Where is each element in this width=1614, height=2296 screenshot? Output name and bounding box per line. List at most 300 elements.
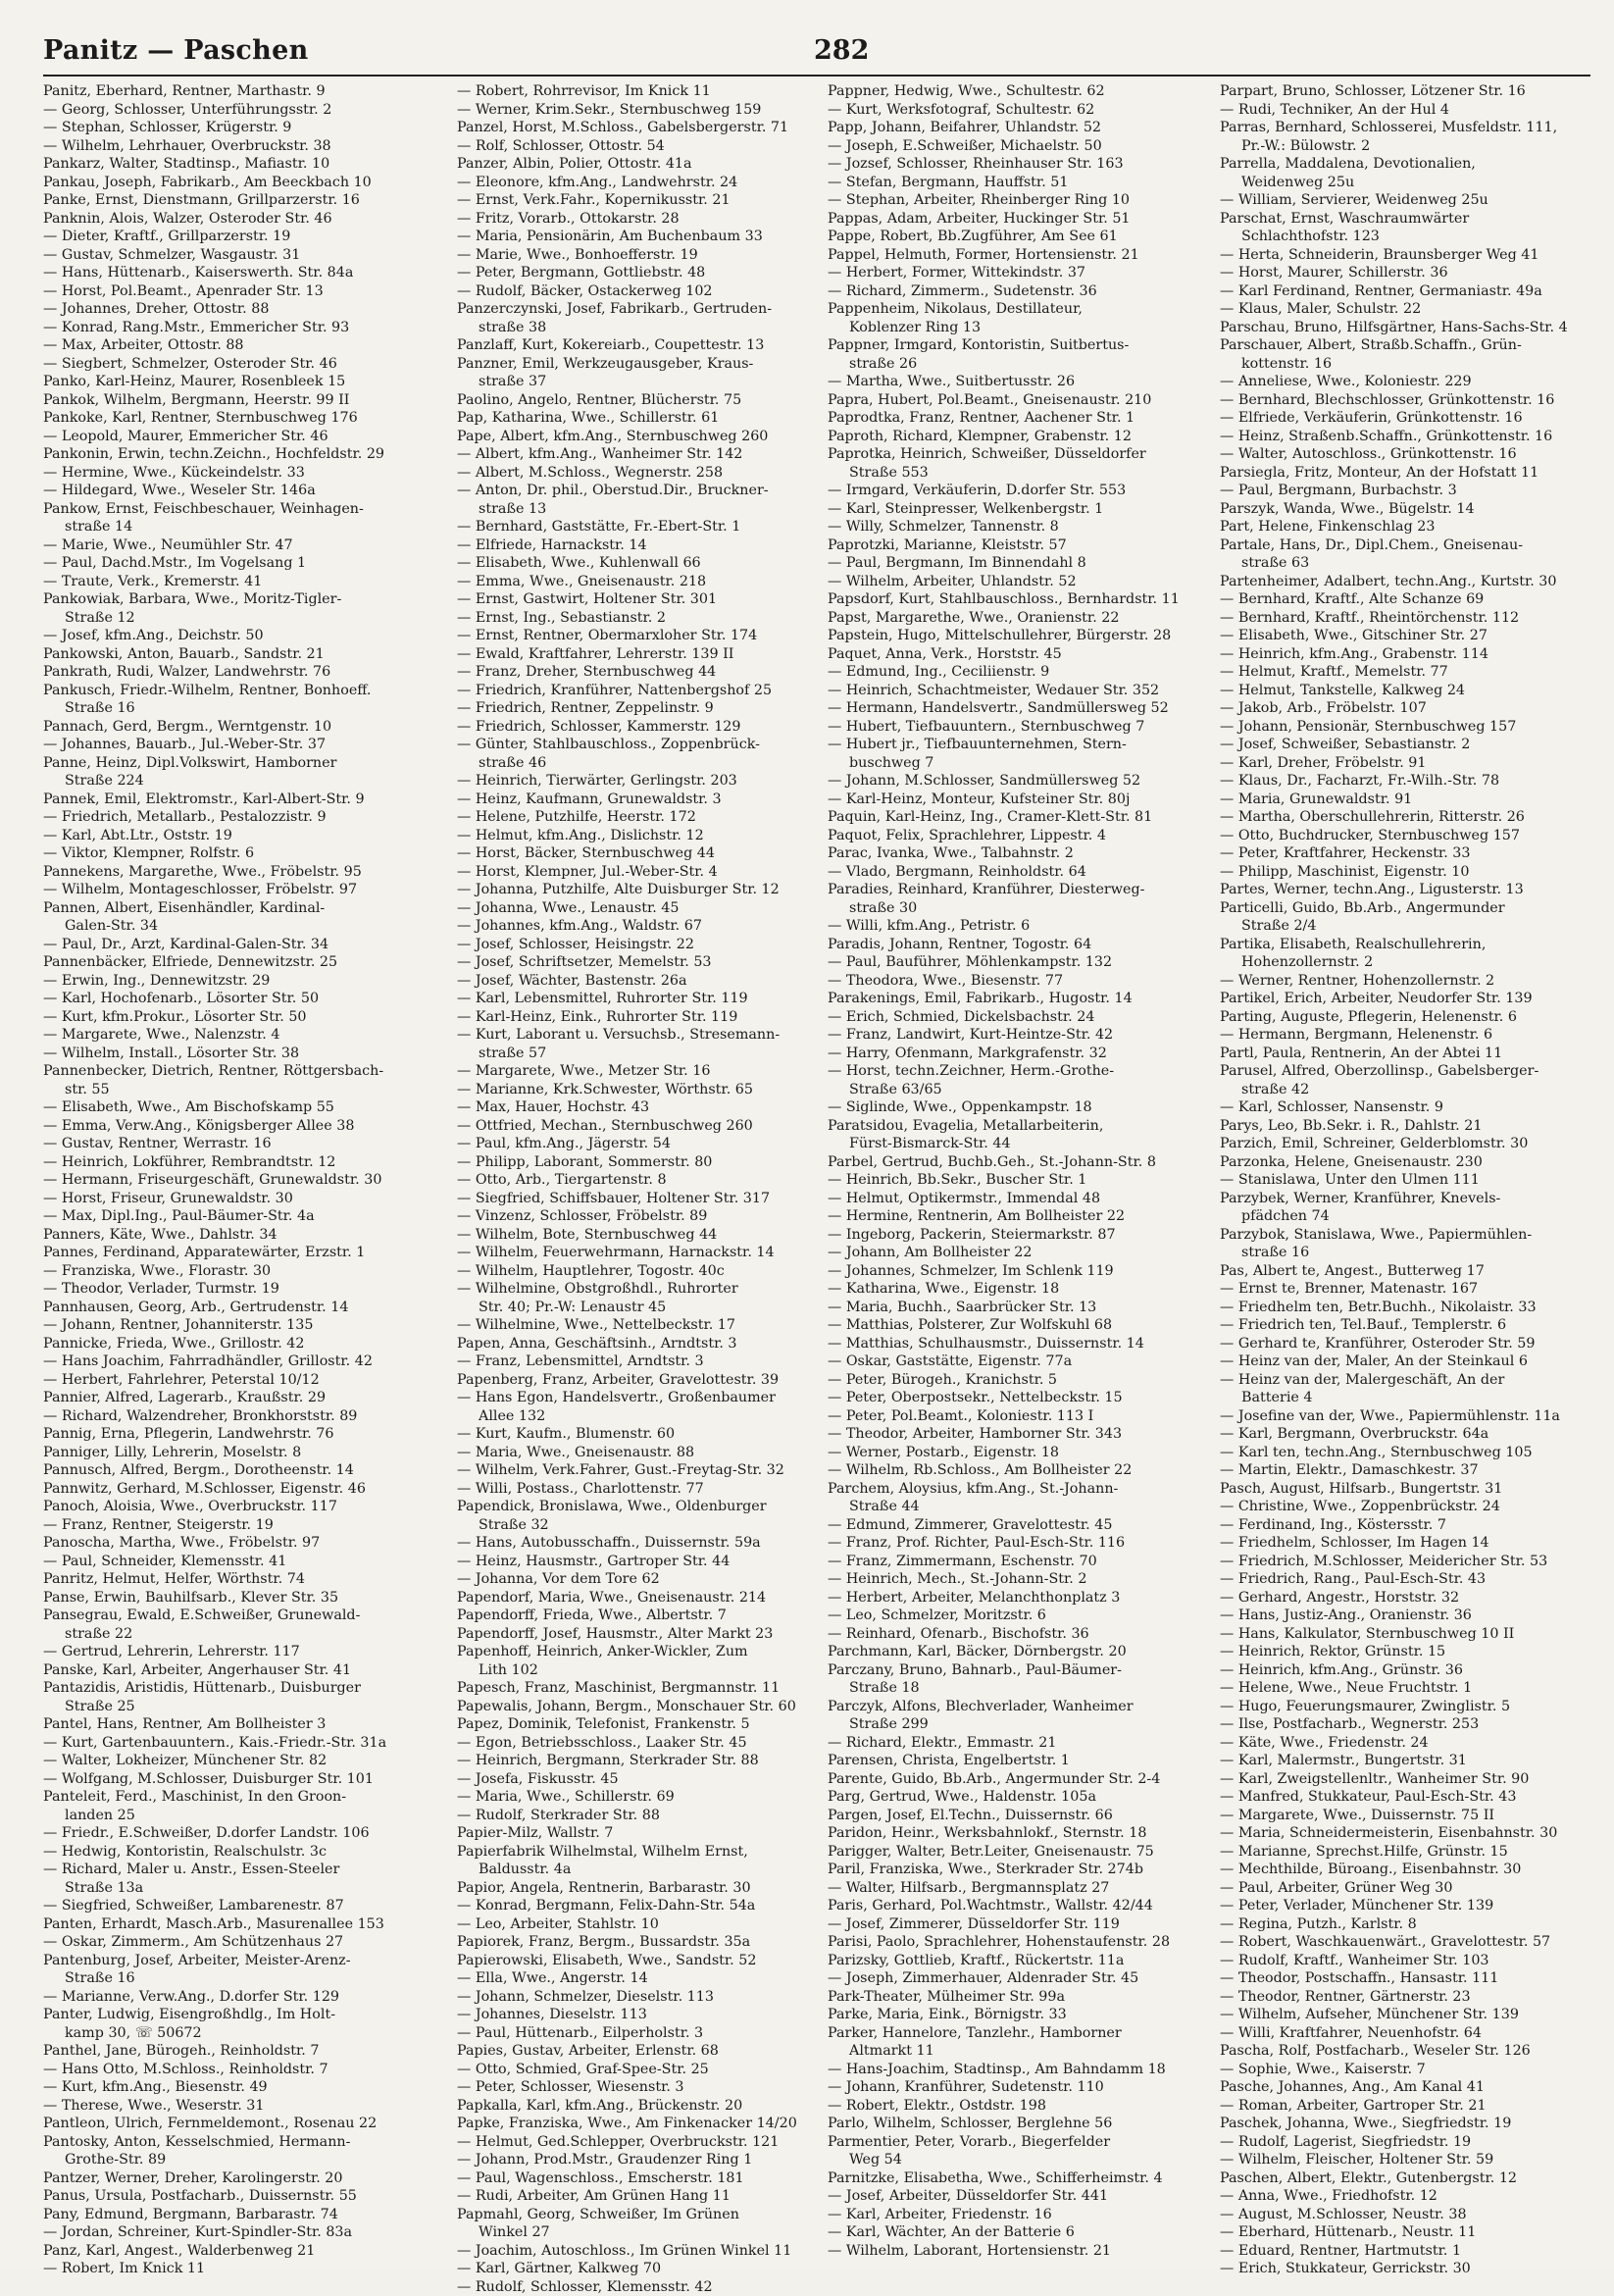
- directory-entry-continuation: Weidenweg 25u: [1220, 174, 1592, 192]
- directory-entry: — Paul, Arbeiter, Grüner Weg 30: [1220, 1879, 1592, 1898]
- directory-entry: — Karl, Wächter, An der Batterie 6: [828, 2223, 1181, 2242]
- directory-entry: Panzner, Emil, Werkzeugausgeber, Kraus-: [457, 355, 810, 374]
- directory-entry: — Emma, Verw.Ang., Königsberger Allee 38: [43, 1117, 396, 1136]
- directory-entry: Parras, Bernhard, Schlosserei, Musfeldstr. 111,: [1220, 119, 1592, 137]
- directory-entry: Papra, Hubert, Pol.Beamt., Gneisenaustr. 210: [828, 391, 1181, 410]
- directory-entry: — Siglinde, Wwe., Oppenkampstr. 18: [828, 1098, 1181, 1117]
- directory-entry: Panz, Karl, Angest., Walderbenweg 21: [43, 2242, 396, 2261]
- directory-entry: Paridon, Heinr., Werksbahnlokf., Sternstr. 18: [828, 1824, 1181, 1843]
- directory-entry-continuation: Straße 63/65: [828, 1081, 1181, 1099]
- directory-entry: — Konrad, Rang.Mstr., Emmericher Str. 93: [43, 319, 396, 337]
- directory-entry: — Horst, Friseur, Grunewaldstr. 30: [43, 1190, 396, 1208]
- directory-entry: Panne, Heinz, Dipl.Volkswirt, Hamborner: [43, 754, 396, 773]
- directory-entry: — Theodor, Rentner, Gärtnerstr. 23: [1220, 1988, 1592, 2007]
- directory-entry: — Friedrich, Metallarb., Pestalozzistr. 9: [43, 808, 396, 827]
- directory-entry: — Elisabeth, Wwe., Am Bischofskamp 55: [43, 1098, 396, 1117]
- directory-entry-continuation: straße 22: [43, 1625, 396, 1644]
- directory-entry: — Ottfried, Mechan., Sternbuschweg 260: [457, 1117, 810, 1136]
- directory-entry: — Rudolf, Kraftf., Wanheimer Str. 103: [1220, 1952, 1592, 1970]
- directory-entry: — Viktor, Klempner, Rolfstr. 6: [43, 844, 396, 863]
- directory-entry: — Edmund, Ing., Ceciliienstr. 9: [828, 663, 1181, 682]
- directory-entry: — Philipp, Laborant, Sommerstr. 80: [457, 1153, 810, 1172]
- directory-entry: — Wolfgang, M.Schlosser, Duisburger Str. 101: [43, 1770, 396, 1789]
- directory-entry: — Horst, Klempner, Jul.-Weber-Str. 4: [457, 863, 810, 882]
- directory-entry: Pappner, Hedwig, Wwe., Schultestr. 62: [828, 82, 1181, 101]
- directory-entry: Papendick, Bronislawa, Wwe., Oldenburger: [457, 1498, 810, 1516]
- directory-entry: — Friedrich, Kranführer, Nattenbergshof 25: [457, 682, 810, 700]
- directory-entry: — Erich, Schmied, Dickelsbachstr. 24: [828, 1008, 1181, 1027]
- directory-entry: — Hans, Hüttenarb., Kaiserswerth. Str. 84a: [43, 264, 396, 282]
- directory-entry: — Anton, Dr. phil., Oberstud.Dir., Bruckner-: [457, 482, 810, 500]
- directory-entry: — Elfriede, Harnackstr. 14: [457, 536, 810, 555]
- directory-entry: — Heinrich, Schachtmeister, Wedauer Str. 352: [828, 682, 1181, 700]
- directory-entry: — Hans, Justiz-Ang., Oranienstr. 36: [1220, 1607, 1592, 1625]
- directory-entry: — Johann, Kranführer, Sudetenstr. 110: [828, 2078, 1181, 2097]
- directory-entry: — Georg, Schlosser, Unterführungsstr. 2: [43, 101, 396, 120]
- directory-entry: — Karl Ferdinand, Rentner, Germaniastr. 49a: [1220, 282, 1592, 301]
- directory-entry: — Heinz, Straßenb.Schaffn., Grünkottenstr. 16: [1220, 428, 1592, 446]
- directory-entry: — Rudi, Techniker, An der Hul 4: [1220, 101, 1592, 120]
- directory-entry: — Anneliese, Wwe., Koloniestr. 229: [1220, 373, 1592, 391]
- directory-entry: — Josef, Schlosser, Heisingstr. 22: [457, 936, 810, 954]
- directory-entry: — Josef, Zimmerer, Düsseldorfer Str. 119: [828, 1915, 1181, 1934]
- directory-entry: Papst, Margarethe, Wwe., Oranienstr. 22: [828, 609, 1181, 628]
- directory-entry: — Maria, Buchh., Saarbrücker Str. 13: [828, 1299, 1181, 1317]
- directory-entry: Paprotzki, Marianne, Kleiststr. 57: [828, 536, 1181, 555]
- directory-entry-continuation: Koblenzer Ring 13: [828, 319, 1181, 337]
- directory-entry-continuation: Str. 40; Pr.-W: Lenaustr 45: [457, 1299, 810, 1317]
- directory-entry: — Helene, Putzhilfe, Heerstr. 172: [457, 808, 810, 827]
- directory-entry: Paprodtka, Franz, Rentner, Aachener Str. 1: [828, 409, 1181, 428]
- directory-entry-continuation: straße 13: [457, 500, 810, 519]
- directory-entry-continuation: landen 25: [43, 1807, 396, 1825]
- directory-entry-continuation: straße 38: [457, 319, 810, 337]
- directory-entry: Papies, Gustav, Arbeiter, Erlenstr. 68: [457, 2042, 810, 2061]
- directory-entry-continuation: Altmarkt 11: [828, 2042, 1181, 2061]
- directory-entry: — Ernst, Gastwirt, Holtener Str. 301: [457, 590, 810, 609]
- directory-entry: — Hans, Kalkulator, Sternbuschweg 10 II: [1220, 1625, 1592, 1644]
- directory-entry: — Herta, Schneiderin, Braunsberger Weg 41: [1220, 246, 1592, 265]
- directory-entry: — Werner, Postarb., Eigenstr. 18: [828, 1444, 1181, 1462]
- directory-entry: — Max, Dipl.Ing., Paul-Bäumer-Str. 4a: [43, 1207, 396, 1226]
- directory-entry: Panthel, Jane, Bürogeh., Reinholdstr. 7: [43, 2042, 396, 2061]
- directory-entry-continuation: straße 16: [1220, 1244, 1592, 1262]
- directory-entry: Panniger, Lilly, Lehrerin, Moselstr. 8: [43, 1444, 396, 1462]
- directory-entry: — Franz, Prof. Richter, Paul-Esch-Str. 116: [828, 1534, 1181, 1553]
- directory-entry: — Rudolf, Sterkrader Str. 88: [457, 1807, 810, 1825]
- directory-entry: Papke, Franziska, Wwe., Am Finkenacker 14/20: [457, 2115, 810, 2133]
- directory-entry: — Wilhelm, Bote, Sternbuschweg 44: [457, 1226, 810, 1245]
- directory-columns: [43, 82, 1590, 2260]
- directory-entry: — Rudolf, Bäcker, Ostackerweg 102: [457, 282, 810, 301]
- directory-entry: Panus, Ursula, Postfacharb., Duissernstr. 55: [43, 2187, 396, 2206]
- directory-entry: — Paul, Dr., Arzt, Kardinal-Galen-Str. 34: [43, 936, 396, 954]
- directory-entry: Pantel, Hans, Rentner, Am Bollheister 3: [43, 1715, 396, 1734]
- directory-entry: — Horst, Pol.Beamt., Apenrader Str. 13: [43, 282, 396, 301]
- directory-entry: — Josef, Arbeiter, Düsseldorfer Str. 441: [828, 2187, 1181, 2206]
- directory-entry: Pankowiak, Barbara, Wwe., Moritz-Tigler-: [43, 590, 396, 609]
- directory-entry: Pape, Albert, kfm.Ang., Sternbuschweg 260: [457, 428, 810, 446]
- directory-entry: — Marianne, Sprechst.Hilfe, Grünstr. 15: [1220, 1843, 1592, 1862]
- directory-entry: — Joseph, E.Schweißer, Michaelstr. 50: [828, 137, 1181, 156]
- directory-entry: — Paul, Dachd.Mstr., Im Vogelsang 1: [43, 554, 396, 573]
- directory-entry: Pannhausen, Georg, Arb., Gertrudenstr. 14: [43, 1299, 396, 1317]
- directory-entry: Paradies, Reinhard, Kranführer, Diesterweg-: [828, 881, 1181, 899]
- directory-entry: Parzonka, Helene, Gneisenaustr. 230: [1220, 1153, 1592, 1172]
- directory-entry: — Heinrich, Tierwärter, Gerlingstr. 203: [457, 772, 810, 791]
- directory-entry: — Franziska, Wwe., Florastr. 30: [43, 1262, 396, 1281]
- directory-entry: — Wilhelm, Hauptlehrer, Togostr. 40c: [457, 1262, 810, 1281]
- directory-entry: — Karl, Dreher, Fröbelstr. 91: [1220, 754, 1592, 773]
- directory-entry: Panritz, Helmut, Helfer, Wörthstr. 74: [43, 1570, 396, 1589]
- directory-entry-continuation: straße 57: [457, 1045, 810, 1063]
- directory-entry: — Hans Egon, Handelsvertr., Großenbaumer: [457, 1389, 810, 1407]
- directory-entry: Parzybek, Werner, Kranführer, Knevels-: [1220, 1190, 1592, 1208]
- directory-entry: — Ella, Wwe., Angerstr. 14: [457, 1969, 810, 1988]
- directory-entry: — Maria, Grunewaldstr. 91: [1220, 791, 1592, 809]
- directory-entry: Papmahl, Georg, Schweißer, Im Grünen: [457, 2206, 810, 2224]
- directory-entry: — Peter, Pol.Beamt., Koloniestr. 113 I: [828, 1407, 1181, 1426]
- directory-entry: Panko, Karl-Heinz, Maurer, Rosenbleek 15: [43, 373, 396, 391]
- directory-entry: — Max, Arbeiter, Ottostr. 88: [43, 336, 396, 355]
- directory-entry: Pannenbäcker, Elfriede, Dennewitzstr. 25: [43, 953, 396, 972]
- directory-entry: Panse, Erwin, Bauhilfsarb., Klever Str. 35: [43, 1589, 396, 1607]
- directory-entry: — Horst, techn.Zeichner, Herm.-Grothe-: [828, 1062, 1181, 1081]
- directory-entry: — Jordan, Schreiner, Kurt-Spindler-Str. 83a: [43, 2223, 396, 2242]
- directory-entry-continuation: straße 26: [828, 355, 1181, 374]
- directory-entry: — Erich, Stukkateur, Gerrickstr. 30: [1220, 2260, 1592, 2278]
- directory-entry: Parschauer, Albert, Straßb.Schaffn., Grün-: [1220, 336, 1592, 355]
- directory-entry: — Heinrich, kfm.Ang., Grünstr. 36: [1220, 1661, 1592, 1680]
- directory-entry: — Hermann, Handelsvertr., Sandmüllersweg 52: [828, 699, 1181, 718]
- directory-entry-continuation: Straße 299: [828, 1715, 1181, 1734]
- directory-entry: — Robert, Im Knick 11: [43, 2260, 396, 2278]
- directory-entry-continuation: Straße 2/4: [1220, 917, 1592, 936]
- directory-entry: — Ernst, Ing., Sebastianstr. 2: [457, 609, 810, 628]
- directory-entry: Papendorf, Maria, Wwe., Gneisenaustr. 214: [457, 1589, 810, 1607]
- directory-entry-continuation: Straße 13a: [43, 1879, 396, 1898]
- directory-entry: — Franz, Dreher, Sternbuschweg 44: [457, 663, 810, 682]
- directory-entry: — Friedhelm ten, Betr.Buchh., Nikolaistr. 33: [1220, 1299, 1592, 1317]
- directory-entry: Pannwitz, Gerhard, M.Schlosser, Eigenstr. 46: [43, 1480, 396, 1499]
- directory-entry: Paris, Gerhard, Pol.Wachtmstr., Wallstr. 42/44: [828, 1897, 1181, 1915]
- directory-entry: Papendorff, Josef, Hausmstr., Alter Markt 23: [457, 1625, 810, 1644]
- directory-entry: Pannicke, Frieda, Wwe., Grillostr. 42: [43, 1335, 396, 1353]
- directory-entry: — Heinz, Hausmstr., Gartroper Str. 44: [457, 1553, 810, 1571]
- directory-column-2: [457, 82, 810, 2260]
- directory-entry: Papiorek, Franz, Bergm., Bussardstr. 35a: [457, 1933, 810, 1952]
- directory-entry: — Bernhard, Kraftf., Alte Schanze 69: [1220, 590, 1592, 609]
- directory-entry: Pankow, Ernst, Feischbeschauer, Weinhagen-: [43, 500, 396, 519]
- directory-entry: Pankoke, Karl, Rentner, Sternbuschweg 176: [43, 409, 396, 428]
- directory-entry: — Heinrich, Bb.Sekr., Buscher Str. 1: [828, 1171, 1181, 1190]
- directory-entry: Parrella, Maddalena, Devotionalien,: [1220, 155, 1592, 174]
- directory-entry: Parakenings, Emil, Fabrikarb., Hugostr. 14: [828, 990, 1181, 1008]
- directory-entry: — Johannes, Dieselstr. 113: [457, 2006, 810, 2024]
- directory-entry: — Werner, Rentner, Hohenzollernstr. 2: [1220, 972, 1592, 991]
- directory-entry: — Peter, Schlosser, Wiesenstr. 3: [457, 2078, 810, 2097]
- directory-entry-continuation: Pr.-W.: Bülowstr. 2: [1220, 137, 1592, 156]
- directory-entry: Pankau, Joseph, Fabrikarb., Am Beeckbach 10: [43, 174, 396, 192]
- directory-entry: — Johannes, Schmelzer, Im Schlenk 119: [828, 1262, 1181, 1281]
- directory-entry: — Hubert jr., Tiefbauunternehmen, Stern-: [828, 736, 1181, 754]
- directory-entry: — Hermine, Wwe., Kückeindelstr. 33: [43, 464, 396, 483]
- directory-entry: — Kurt, Kaufm., Blumenstr. 60: [457, 1425, 810, 1444]
- directory-entry: — Karl, Abt.Ltr., Oststr. 19: [43, 827, 396, 845]
- directory-entry: Pankrath, Rudi, Walzer, Landwehrstr. 76: [43, 663, 396, 682]
- directory-entry: Parg, Gertrud, Wwe., Haldenstr. 105a: [828, 1788, 1181, 1807]
- directory-entry: — Rudolf, Schlosser, Klemensstr. 42: [457, 2278, 810, 2296]
- directory-entry: — Walter, Lokheizer, Münchener Str. 82: [43, 1752, 396, 1770]
- directory-entry: — Mechthilde, Büroang., Eisenbahnstr. 30: [1220, 1861, 1592, 1879]
- directory-entry: Parisi, Paolo, Sprachlehrer, Hohenstaufenstr. 28: [828, 1933, 1181, 1952]
- directory-entry: — Richard, Elektr., Emmastr. 21: [828, 1734, 1181, 1753]
- directory-entry: — Albert, M.Schloss., Wegnerstr. 258: [457, 464, 810, 483]
- directory-entry: — Wilhelm, Rb.Schloss., Am Bollheister 22: [828, 1461, 1181, 1480]
- directory-entry: — Konrad, Bergmann, Felix-Dahn-Str. 54a: [457, 1897, 810, 1915]
- directory-entry: — Ernst te, Brenner, Matenastr. 167: [1220, 1280, 1592, 1299]
- directory-entry: Pasche, Johannes, Ang., Am Kanal 41: [1220, 2078, 1592, 2097]
- directory-entry: — Heinz van der, Maler, An der Steinkaul 6: [1220, 1352, 1592, 1371]
- directory-entry: — Rudi, Arbeiter, Am Grünen Hang 11: [457, 2187, 810, 2206]
- directory-entry-continuation: straße 63: [1220, 554, 1592, 573]
- directory-entry: — Elisabeth, Wwe., Gitschiner Str. 27: [1220, 627, 1592, 645]
- directory-entry: Pannach, Gerd, Bergm., Werntgenstr. 10: [43, 718, 396, 737]
- directory-entry: Parchmann, Karl, Bäcker, Dörnbergstr. 20: [828, 1643, 1181, 1661]
- directory-entry: — Paul, kfm.Ang., Jägerstr. 54: [457, 1135, 810, 1153]
- directory-entry: — Johann, Rentner, Johanniterstr. 135: [43, 1316, 396, 1335]
- directory-entry: — August, M.Schlosser, Neustr. 38: [1220, 2206, 1592, 2224]
- directory-entry-continuation: Straße 224: [43, 772, 396, 791]
- directory-entry: Pankowski, Anton, Bauarb., Sandstr. 21: [43, 645, 396, 664]
- directory-entry: — Helmut, kfm.Ang., Dislichstr. 12: [457, 827, 810, 845]
- directory-entry: — Katharina, Wwe., Eigenstr. 18: [828, 1280, 1181, 1299]
- directory-entry: — Friedrich ten, Tel.Bauf., Templerstr. 6: [1220, 1316, 1592, 1335]
- directory-entry: — Leo, Schmelzer, Moritzstr. 6: [828, 1607, 1181, 1625]
- directory-entry: — Karl, Lebensmittel, Ruhrorter Str. 119: [457, 990, 810, 1008]
- directory-entry: Papewalis, Johann, Bergm., Monschauer Str. 60: [457, 1698, 810, 1716]
- directory-entry: Papierfabrik Wilhelmstal, Wilhelm Ernst,: [457, 1843, 810, 1862]
- directory-column-4: [1220, 82, 1592, 2260]
- directory-entry: Paquin, Karl-Heinz, Ing., Cramer-Klett-Str. 81: [828, 808, 1181, 827]
- directory-entry: — Wilhelm, Arbeiter, Uhlandstr. 52: [828, 573, 1181, 591]
- directory-entry: — Hugo, Feuerungsmaurer, Zwinglistr. 5: [1220, 1698, 1592, 1716]
- directory-entry: — Kurt, kfm.Prokur., Lösorter Str. 50: [43, 1008, 396, 1027]
- directory-entry: — Josefine van der, Wwe., Papiermühlenstr. 11a: [1220, 1407, 1592, 1426]
- directory-entry: — Wilhelm, Laborant, Hortensienstr. 21: [828, 2242, 1181, 2261]
- directory-entry: Panzel, Horst, M.Schloss., Gabelsbergerstr. 71: [457, 119, 810, 137]
- directory-entry-continuation: Batterie 4: [1220, 1389, 1592, 1407]
- directory-entry: Particelli, Guido, Bb.Arb., Angermunder: [1220, 899, 1592, 918]
- directory-entry: — Josef, kfm.Ang., Deichstr. 50: [43, 627, 396, 645]
- directory-entry: Partl, Paula, Rentnerin, An der Abtei 11: [1220, 1045, 1592, 1063]
- directory-entry-continuation: Straße 25: [43, 1698, 396, 1716]
- directory-entry: — William, Servierer, Weidenweg 25u: [1220, 191, 1592, 210]
- directory-entry: — Paul, Wagenschloss., Emscherstr. 181: [457, 2169, 810, 2188]
- directory-entry: — Karl ten, techn.Ang., Sternbuschweg 105: [1220, 1444, 1592, 1462]
- directory-entry: — Friedrich, M.Schlosser, Meidericher Str. 53: [1220, 1553, 1592, 1571]
- directory-entry-continuation: Straße 16: [43, 1969, 396, 1988]
- directory-entry: — Karl, Malermstr., Bungertstr. 31: [1220, 1752, 1592, 1770]
- directory-entry: — Franz, Rentner, Steigerstr. 19: [43, 1516, 396, 1535]
- directory-entry: — Hans-Joachim, Stadtinsp., Am Bahndamm 18: [828, 2061, 1181, 2079]
- directory-entry: Papen, Anna, Geschäftsinh., Arndtstr. 3: [457, 1335, 810, 1353]
- directory-entry: Partale, Hans, Dr., Dipl.Chem., Gneisenau-: [1220, 536, 1592, 555]
- directory-entry: Parczyk, Alfons, Blechverlader, Wanheimer: [828, 1698, 1181, 1716]
- directory-entry: — Ewald, Kraftfahrer, Lehrerstr. 139 II: [457, 645, 810, 664]
- directory-entry-continuation: Straße 553: [828, 464, 1181, 483]
- directory-entry: — Klaus, Dr., Facharzt, Fr.-Wilh.-Str. 78: [1220, 772, 1592, 791]
- directory-entry: — Wilhelm, Feuerwehrmann, Harnackstr. 14: [457, 1244, 810, 1262]
- directory-entry: Pascha, Rolf, Postfacharb., Weseler Str. 126: [1220, 2042, 1592, 2061]
- directory-entry: Pannen, Albert, Eisenhändler, Kardinal-: [43, 899, 396, 918]
- directory-entry: — Heinrich, Bergmann, Sterkrader Str. 88: [457, 1752, 810, 1770]
- directory-entry: — Otto, Arb., Tiergartenstr. 8: [457, 1171, 810, 1190]
- directory-entry: — Sophie, Wwe., Kaiserstr. 7: [1220, 2061, 1592, 2079]
- directory-entry: — Jakob, Arb., Fröbelstr. 107: [1220, 699, 1592, 718]
- directory-entry: — Dieter, Kraftf., Grillparzerstr. 19: [43, 228, 396, 246]
- directory-entry-continuation: Weg 54: [828, 2151, 1181, 2169]
- directory-entry: — Horst, Bäcker, Sternbuschweg 44: [457, 844, 810, 863]
- directory-entry: — Karl, Gärtner, Kalkweg 70: [457, 2260, 810, 2278]
- directory-entry: — Siegfried, Schiffsbauer, Holtener Str. 317: [457, 1190, 810, 1208]
- directory-entry: — Wilhelm, Aufseher, Münchener Str. 139: [1220, 2006, 1592, 2024]
- directory-entry: — Ernst, Rentner, Obermarxloher Str. 174: [457, 627, 810, 645]
- directory-entry: — Karl-Heinz, Eink., Ruhrorter Str. 119: [457, 1008, 810, 1027]
- directory-entry: — Otto, Schmied, Graf-Spee-Str. 25: [457, 2061, 810, 2079]
- directory-entry: — Johann, M.Schlosser, Sandmüllersweg 52: [828, 772, 1181, 791]
- directory-entry: — Reinhard, Ofenarb., Bischofstr. 36: [828, 1625, 1181, 1644]
- directory-entry: — Werner, Krim.Sekr., Sternbuschweg 159: [457, 101, 810, 120]
- directory-entry: — Rudolf, Lagerist, Siegfriedstr. 19: [1220, 2133, 1592, 2152]
- directory-entry: — Helmut, Ged.Schlepper, Overbruckstr. 121: [457, 2133, 810, 2152]
- directory-entry: — Johann, Prod.Mstr., Graudenzer Ring 1: [457, 2151, 810, 2169]
- directory-entry: — Ingeborg, Packerin, Steiermarkstr. 87: [828, 1226, 1181, 1245]
- directory-entry: Paprotka, Heinrich, Schweißer, Düsseldorfer: [828, 445, 1181, 464]
- directory-entry: — Hans Joachim, Fahrradhändler, Grillostr. 42: [43, 1352, 396, 1371]
- directory-entry: — Therese, Wwe., Weserstr. 31: [43, 2097, 396, 2116]
- directory-entry: — Siegbert, Schmelzer, Osteroder Str. 46: [43, 355, 396, 374]
- directory-entry: — Horst, Maurer, Schillerstr. 36: [1220, 264, 1592, 282]
- directory-entry: — Wilhelmine, Obstgroßhdl., Ruhrorter: [457, 1280, 810, 1299]
- directory-entry: — Marie, Wwe., Bonhoefferstr. 19: [457, 246, 810, 265]
- directory-entry: — Willi, kfm.Ang., Petristr. 6: [828, 917, 1181, 936]
- directory-entry: — Karl, Zweigstellenltr., Wanheimer Str. 90: [1220, 1770, 1592, 1789]
- directory-entry: Pasch, August, Hilfsarb., Bungertstr. 31: [1220, 1480, 1592, 1499]
- directory-entry: — Martin, Elektr., Damaschkestr. 37: [1220, 1461, 1592, 1480]
- directory-entry: Pantosky, Anton, Kesselschmied, Hermann-: [43, 2133, 396, 2152]
- directory-entry: — Theodora, Wwe., Biesenstr. 77: [828, 972, 1181, 991]
- directory-entry-continuation: pfädchen 74: [1220, 1207, 1592, 1226]
- directory-column-3: [828, 82, 1181, 2260]
- directory-entry: — Margarete, Wwe., Nalenzstr. 4: [43, 1026, 396, 1045]
- directory-entry: — Willy, Schmelzer, Tannenstr. 8: [828, 518, 1181, 536]
- directory-entry: — Gustav, Rentner, Werrastr. 16: [43, 1135, 396, 1153]
- directory-entry: — Paul, Schneider, Klemensstr. 41: [43, 1553, 396, 1571]
- directory-entry: Pargen, Josef, El.Techn., Duissernstr. 66: [828, 1807, 1181, 1825]
- directory-entry: — Margarete, Wwe., Duissernstr. 75 II: [1220, 1807, 1592, 1825]
- directory-entry: Papenhoff, Heinrich, Anker-Wickler, Zum: [457, 1643, 810, 1661]
- directory-entry-continuation: Fürst-Bismarck-Str. 44: [828, 1135, 1181, 1153]
- directory-entry: Pannekens, Margarethe, Wwe., Fröbelstr. 95: [43, 863, 396, 882]
- directory-entry: — Kurt, Gartenbauuntern., Kais.-Friedr.-Str. 31a: [43, 1734, 396, 1753]
- directory-entry: — Stephan, Arbeiter, Rheinberger Ring 10: [828, 191, 1181, 210]
- directory-entry: — Johann, Pensionär, Sternbuschweg 157: [1220, 718, 1592, 737]
- directory-entry: — Martha, Wwe., Suitbertusstr. 26: [828, 373, 1181, 391]
- directory-entry: — Helmut, Kraftf., Memelstr. 77: [1220, 663, 1592, 682]
- directory-entry: — Wilhelmine, Wwe., Nettelbeckstr. 17: [457, 1316, 810, 1335]
- directory-entry: Parac, Ivanka, Wwe., Talbahnstr. 2: [828, 844, 1181, 863]
- directory-entry: — Herbert, Fahrlehrer, Peterstal 10/12: [43, 1371, 396, 1390]
- directory-entry: Pas, Albert te, Angest., Butterweg 17: [1220, 1262, 1592, 1281]
- directory-entry: — Harry, Ofenmann, Markgrafenstr. 32: [828, 1045, 1181, 1063]
- directory-entry: — Kurt, Werksfotograf, Schultestr. 62: [828, 101, 1181, 120]
- directory-entry: Park-Theater, Mülheimer Str. 99a: [828, 1988, 1181, 2007]
- directory-column-1: [43, 82, 396, 2260]
- directory-entry: — Martha, Oberschullehrerin, Ritterstr. 26: [1220, 808, 1592, 827]
- directory-entry: — Walter, Autoschloss., Grünkottenstr. 16: [1220, 445, 1592, 464]
- directory-entry: Pannusch, Alfred, Bergm., Dorotheenstr. 14: [43, 1461, 396, 1480]
- directory-entry: — Friedrich, Rentner, Zeppelinstr. 9: [457, 699, 810, 718]
- directory-entry: — Heinrich, Rektor, Grünstr. 15: [1220, 1643, 1592, 1661]
- directory-entry: — Karl, Arbeiter, Friedenstr. 16: [828, 2206, 1181, 2224]
- directory-entry: — Theodor, Arbeiter, Hamborner Str. 343: [828, 1425, 1181, 1444]
- directory-entry: — Eleonore, kfm.Ang., Landwehrstr. 24: [457, 174, 810, 192]
- directory-entry: Papstein, Hugo, Mittelschullehrer, Bürgerstr. 28: [828, 627, 1181, 645]
- directory-entry: — Willi, Kraftfahrer, Neuenhofstr. 64: [1220, 2024, 1592, 2043]
- directory-entry: Parker, Hannelore, Tanzlehr., Hamborner: [828, 2024, 1181, 2043]
- directory-entry: — Wilhelm, Install., Lösorter Str. 38: [43, 1045, 396, 1063]
- directory-entry: — Maria, Schneidermeisterin, Eisenbahnstr. 30: [1220, 1824, 1592, 1843]
- directory-entry: — Willi, Postass., Charlottenstr. 77: [457, 1480, 810, 1499]
- directory-entry: Pantleon, Ulrich, Fernmeldemont., Rosenau 22: [43, 2115, 396, 2133]
- directory-entry: Parsiegla, Fritz, Monteur, An der Hofstatt 11: [1220, 464, 1592, 483]
- directory-entry: — Gustav, Schmelzer, Wasgaustr. 31: [43, 246, 396, 265]
- directory-entry: — Fritz, Vorarb., Ottokarstr. 28: [457, 210, 810, 229]
- directory-entry: — Vlado, Bergmann, Reinholdstr. 64: [828, 863, 1181, 882]
- directory-entry: Papkalla, Karl, kfm.Ang., Brückenstr. 20: [457, 2097, 810, 2116]
- directory-entry: — Paul, Bergmann, Burbachstr. 3: [1220, 482, 1592, 500]
- directory-entry: Paril, Franziska, Wwe., Sterkrader Str. 274b: [828, 1861, 1181, 1879]
- directory-entry: — Paul, Bauführer, Möhlenkampstr. 132: [828, 953, 1181, 972]
- directory-entry: — Helene, Wwe., Neue Fruchtstr. 1: [1220, 1679, 1592, 1698]
- directory-entry: — Matthias, Polsterer, Zur Wolfskuhl 68: [828, 1316, 1181, 1335]
- directory-entry: — Eduard, Rentner, Hartmutstr. 1: [1220, 2242, 1592, 2261]
- directory-entry: Parensen, Christa, Engelbertstr. 1: [828, 1752, 1181, 1770]
- directory-entry: Paolino, Angelo, Rentner, Blücherstr. 75: [457, 391, 810, 410]
- directory-entry: — Leo, Arbeiter, Stahlstr. 10: [457, 1915, 810, 1934]
- directory-entry-continuation: Schlachthofstr. 123: [1220, 228, 1592, 246]
- directory-entry-continuation: Hohenzollernstr. 2: [1220, 953, 1592, 972]
- directory-entry: Parys, Leo, Bb.Sekr. i. R., Dahlstr. 21: [1220, 1117, 1592, 1136]
- directory-entry: — Rolf, Schlosser, Ottostr. 54: [457, 137, 810, 156]
- directory-entry-continuation: straße 14: [43, 518, 396, 536]
- directory-entry: Parmentier, Peter, Vorarb., Biegerfelder: [828, 2133, 1181, 2152]
- directory-entry: — Joachim, Autoschloss., Im Grünen Winkel 11: [457, 2242, 810, 2261]
- directory-entry: Panten, Erhardt, Masch.Arb., Masurenallee 153: [43, 1915, 396, 1934]
- directory-entry: — Helmut, Tankstelle, Kalkweg 24: [1220, 682, 1592, 700]
- directory-entry: — Peter, Bürogeh., Kranichstr. 5: [828, 1371, 1181, 1390]
- directory-entry: — Karl, Bergmann, Overbruckstr. 64a: [1220, 1425, 1592, 1444]
- directory-entry: — Karl, Hochofenarb., Lösorter Str. 50: [43, 990, 396, 1008]
- directory-entry: Paschen, Albert, Elektr., Gutenbergstr. 12: [1220, 2169, 1592, 2188]
- directory-entry: — Johannes, Dreher, Ottostr. 88: [43, 300, 396, 319]
- directory-entry: — Emma, Wwe., Gneisenaustr. 218: [457, 573, 810, 591]
- directory-entry: — Ernst, Verk.Fahr., Kopernikusstr. 21: [457, 191, 810, 210]
- directory-entry-continuation: Lith 102: [457, 1661, 810, 1680]
- directory-entry: — Friedr., E.Schweißer, D.dorfer Landstr. 106: [43, 1824, 396, 1843]
- directory-entry: — Robert, Elektr., Ostdstr. 198: [828, 2097, 1181, 2116]
